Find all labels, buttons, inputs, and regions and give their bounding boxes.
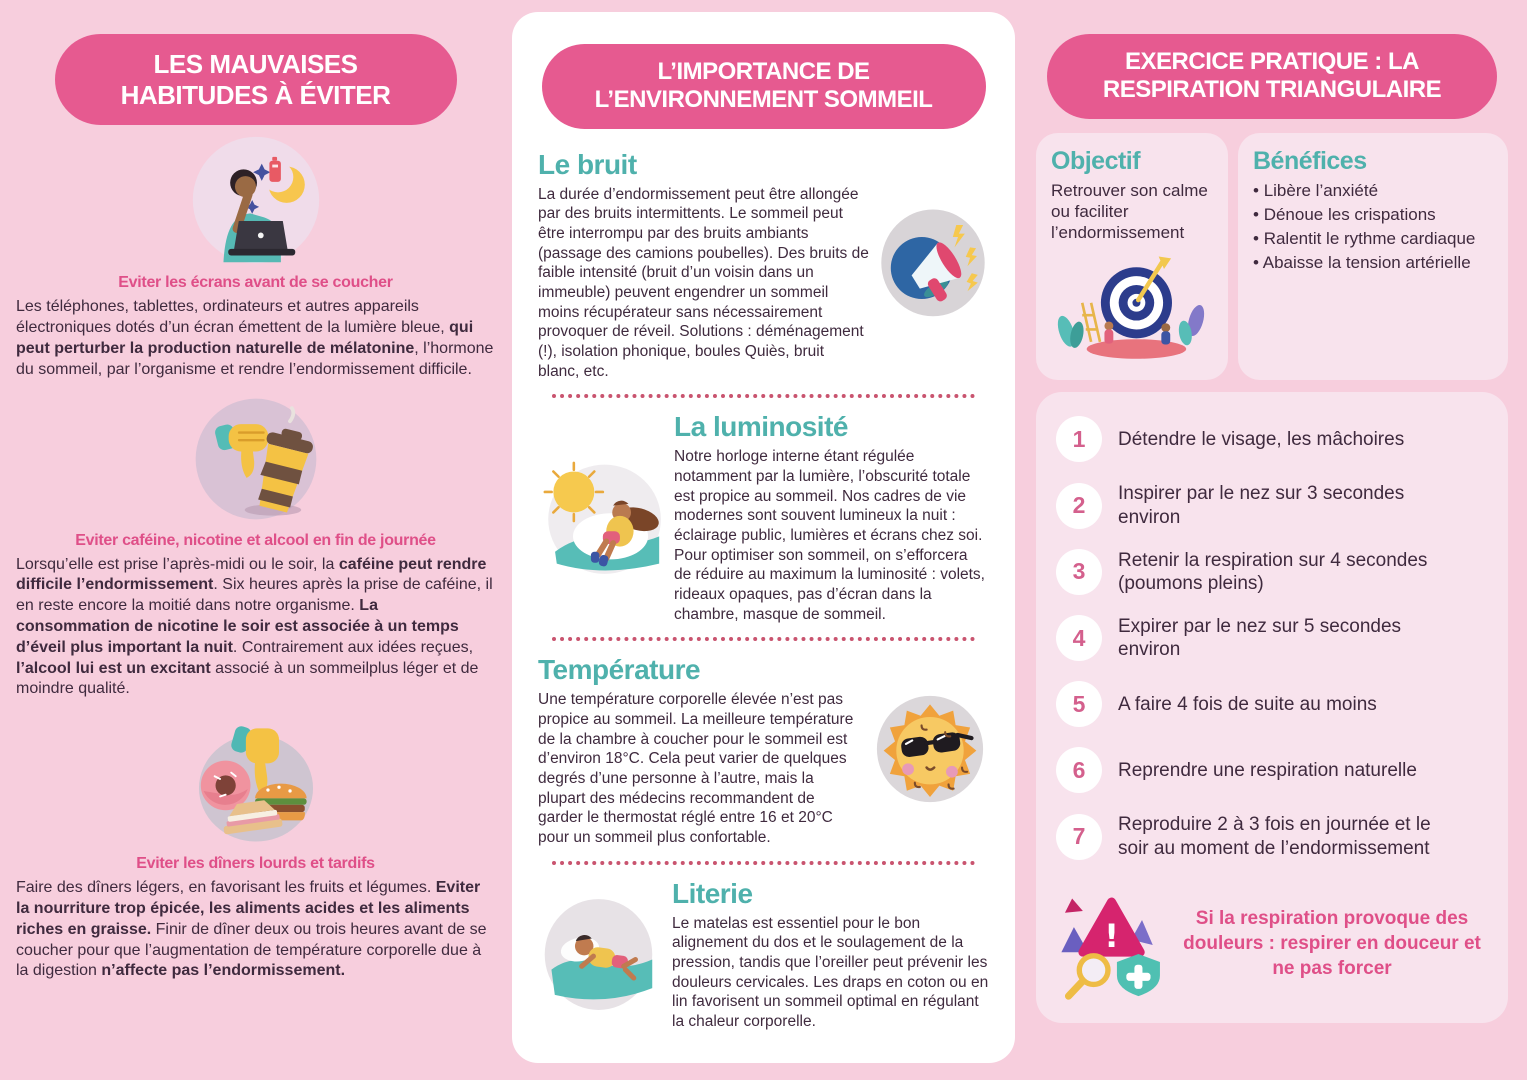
step-row	[1056, 747, 1488, 793]
benefits-heading: Bénéfices	[1253, 146, 1367, 175]
middle-card	[512, 12, 1015, 1063]
step-row	[1056, 416, 1488, 462]
step-text: Retenir la respiration sur 4 secondes (poumons pleins)	[1118, 549, 1428, 594]
benefits-panel	[1238, 133, 1508, 381]
step-row	[1056, 681, 1488, 727]
section-paragraph: Les téléphones, tablettes, ordinateurs et autres appareils électroniques dotés d’un écran émettent de la lumière bleue, qui peut perturber la production naturelle de mélatonine, l’hormone du sommeil, par l’organisme et rendre l’endormissement difficile.	[16, 298, 494, 378]
section-screens	[16, 133, 495, 380]
benefits-list	[1253, 180, 1493, 274]
step-text: A faire 4 fois de suite au moins	[1118, 693, 1377, 715]
step-number: 4	[1056, 615, 1102, 661]
section-paragraph: Faire des dîners légers, en favorisant les fruits et légumes. Eviter la nourriture trop épicée, les aliments acides et les aliments riches en graisse. Finir de dîner deux ou trois heures avant de se coucher pour que l’augmentation de température corporelle due à la digestion n’affecte pas l’endormissement.	[16, 879, 487, 980]
section-text: Notre horloge interne étant régulée notamment par la lumière, l’obscurité totale est propice au sommeil. Nos cadres de vie modernes sont souvent lumineux la nuit : éclairage public, lumières et écrans chez soi. Pour optimiser son sommeil, on s’efforcera de réduire au maximum la luminosité : volets, rideaux opaques, pas d’écran dans la chambre, masque de sommeil.	[674, 448, 985, 623]
section-caffeine	[16, 393, 495, 701]
section-bedding	[538, 878, 989, 1032]
thumbs-down-coffee-illustration	[16, 393, 495, 530]
section-heading: Température	[538, 654, 701, 686]
sleeping-in-bed-illustration	[538, 889, 664, 1020]
section-heading: Le bruit	[538, 148, 637, 180]
step-text: Expirer par le nez sur 5 secondes environ	[1118, 616, 1402, 661]
step-text: Détendre le visage, les mâchoires	[1118, 428, 1405, 450]
left-column-title: LES MAUVAISES HABITUDES À ÉVITER	[55, 34, 457, 125]
step-number: 5	[1056, 681, 1102, 727]
step-row	[1056, 549, 1488, 595]
step-number: 3	[1056, 549, 1102, 595]
benefit-item: • Abaisse la tension artérielle	[1253, 252, 1493, 274]
right-column-title: EXERCICE PRATIQUE : LA RESPIRATION TRIANGULAIRE	[1047, 34, 1497, 119]
section-dinner	[16, 710, 495, 982]
step-number: 6	[1056, 747, 1102, 793]
warning-shield-magnifier-illustration	[1056, 880, 1168, 1007]
left-column	[16, 0, 495, 982]
section-paragraph: Lorsqu’elle est prise l’après-midi ou le soir, la caféine peut rendre difficile l’endormissement. Six heures après la prise de caféine, il en reste encore la moitié dans notre organisme. La consommation de nicotine le soir est associée à un temps d’éveil plus important la nuit. Contrairement aux idées reçues, l’alcool lui est un excitant associé à un sommeilplus léger et de moindre qualité.	[16, 555, 493, 698]
objective-panel	[1036, 133, 1228, 381]
step-row	[1056, 615, 1488, 661]
dotted-separator	[552, 394, 976, 398]
section-light	[538, 411, 989, 624]
step-text: Reprendre une respiration naturelle	[1118, 759, 1417, 781]
objective-text: Retrouver son calme ou faciliter l’endormissement	[1051, 180, 1208, 243]
sun-sunglasses-illustration	[871, 690, 989, 813]
step-number: 2	[1056, 483, 1102, 529]
warning-row	[1056, 880, 1488, 1007]
section-heading: Eviter les dîners lourds et tardifs	[136, 855, 375, 873]
step-text: Inspirer par le nez sur 3 secondes environ	[1118, 483, 1405, 528]
objective-benefits-panels	[1036, 133, 1508, 381]
target-arrow-illustration	[1051, 249, 1213, 366]
section-noise	[538, 149, 989, 382]
sun-sleeping-person-illustration	[538, 451, 666, 584]
person-laptop-night-illustration	[16, 133, 495, 272]
section-text: Une température corporelle élevée n’est pas propice au sommeil. La meilleure température de la chambre à coucher pour le sommeil est d’environ 18°C. Cela peut varier de quelques degrés d’une personne à l’autre, mais la plupart des médecins recommandent de garder le thermostat réglé entre 16 et 20°C pour un sommeil plus confortable.	[538, 691, 854, 847]
section-text: Le matelas est essentiel pour le bon alignement du dos et le soulagement de la pression, tandis que l’oreiller peut prévenir les douleurs cervicales. Les draps en coton ou en lin favorisent un sommeil optimal en régulant la chaleur corporelle.	[672, 914, 989, 1031]
dotted-separator	[552, 861, 976, 865]
section-heading: Literie	[672, 877, 753, 909]
warning-exclamation-glyph: !	[1104, 916, 1119, 955]
megaphone-illustration	[877, 206, 989, 323]
section-heading: La luminosité	[674, 411, 848, 443]
section-heading: Eviter les écrans avant de se coucher	[118, 274, 393, 292]
section-text: La durée d’endormissement peut être allongée par des bruits intermittents. Le sommeil peut être interrompu par des bruits ambiants (passage des camions poubelles). Des bruits de faible intensité (bruit d’un voisin dans un immeuble) peuvent engendrer un sommeil moins récupérateur sans nécessairement provoquer de réveil. Solutions : déménagement (!), isolation phonique, boules Quiès, bruit blanc, etc.	[538, 185, 869, 380]
step-text: Reproduire 2 à 3 fois en journée et le soir au moment de l’endormissement	[1118, 814, 1431, 859]
warning-text: Si la respiration provoque des douleurs : respirer en douceur et ne pas forcer	[1183, 907, 1481, 979]
section-temperature	[538, 654, 989, 847]
benefit-item: • Libère l’anxiété	[1253, 180, 1493, 202]
section-heading: Eviter caféine, nicotine et alcool en fin de journée	[75, 531, 436, 549]
steps-panel	[1036, 392, 1508, 1022]
junk-food-thumbs-down-illustration	[16, 710, 495, 853]
step-row	[1056, 813, 1488, 859]
step-number: 1	[1056, 416, 1102, 462]
middle-card-title: L’IMPORTANCE DE L’ENVIRONNEMENT SOMMEIL	[542, 44, 986, 129]
benefit-item: • Dénoue les crispations	[1253, 204, 1493, 226]
dotted-separator	[552, 637, 976, 641]
step-row	[1056, 482, 1488, 528]
benefit-item: • Ralentit le rythme cardiaque	[1253, 228, 1493, 250]
right-column	[1036, 0, 1508, 1023]
step-number: 7	[1056, 814, 1102, 860]
objective-heading: Objectif	[1051, 146, 1141, 175]
